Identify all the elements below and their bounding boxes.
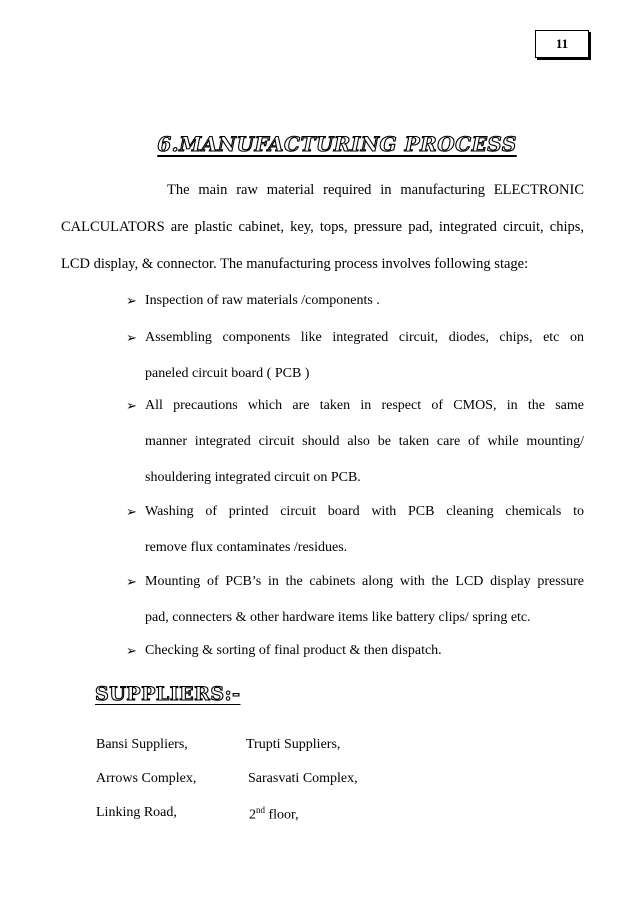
bullet-text: All precautions which are taken in respect of CMOS, in the same (145, 398, 584, 413)
intro-line: CALCULATORS are plastic cabinet, key, tops, pressure pad, integrated circuit, chips, (61, 219, 584, 235)
supplier-line: Sarasvati Complex, (248, 771, 358, 786)
bullet-arrow-icon: ➢ (126, 330, 137, 345)
supplier-floor-line (249, 805, 299, 824)
bullet-text: remove flux contaminates /residues. (145, 540, 348, 555)
bullet-text: Checking & sorting of final product & then dispatch. (145, 643, 442, 658)
bullet-arrow-icon: ➢ (126, 643, 137, 658)
supplier-line: Arrows Complex, (96, 771, 197, 786)
bullet-text: Mounting of PCB’s in the cabinets along with the LCD display pressure (145, 574, 584, 589)
section-title: 6.MANUFACTURING PROCESS (157, 132, 517, 156)
intro-line: LCD display, & connector. The manufacturing process involves following stage: (61, 256, 529, 272)
supplier-line: Linking Road, (96, 805, 177, 820)
bullet-text: Washing of printed circuit board with PCB cleaning chemicals to (145, 504, 584, 519)
page-number-box (535, 30, 589, 58)
floor-text: floor, (265, 807, 299, 823)
bullet-text: Assembling components like integrated circuit, diodes, chips, etc on (145, 330, 584, 345)
floor-suffix: nd (256, 805, 265, 815)
floor-number: 2 (249, 807, 256, 823)
bullet-arrow-icon: ➢ (126, 398, 137, 413)
intro-line: The main raw material required in manufacturing ELECTRONIC (167, 182, 584, 198)
bullet-text: pad, connecters & other hardware items like battery clips/ spring etc. (145, 610, 531, 625)
bullet-arrow-icon: ➢ (126, 574, 137, 589)
bullet-text: shouldering integrated circuit on PCB. (145, 470, 361, 485)
supplier-line: Bansi Suppliers, (96, 737, 188, 752)
bullet-text: Inspection of raw materials /components . (145, 293, 380, 308)
bullet-text: manner integrated circuit should also be taken care of while mounting/ (145, 434, 584, 449)
bullet-arrow-icon: ➢ (126, 504, 137, 519)
suppliers-heading: SUPPLIERS:- (95, 683, 241, 705)
bullet-text: paneled circuit board ( PCB ) (145, 366, 310, 381)
page-number: 11 (555, 36, 569, 51)
supplier-line: Trupti Suppliers, (246, 737, 341, 752)
bullet-arrow-icon: ➢ (126, 293, 137, 308)
